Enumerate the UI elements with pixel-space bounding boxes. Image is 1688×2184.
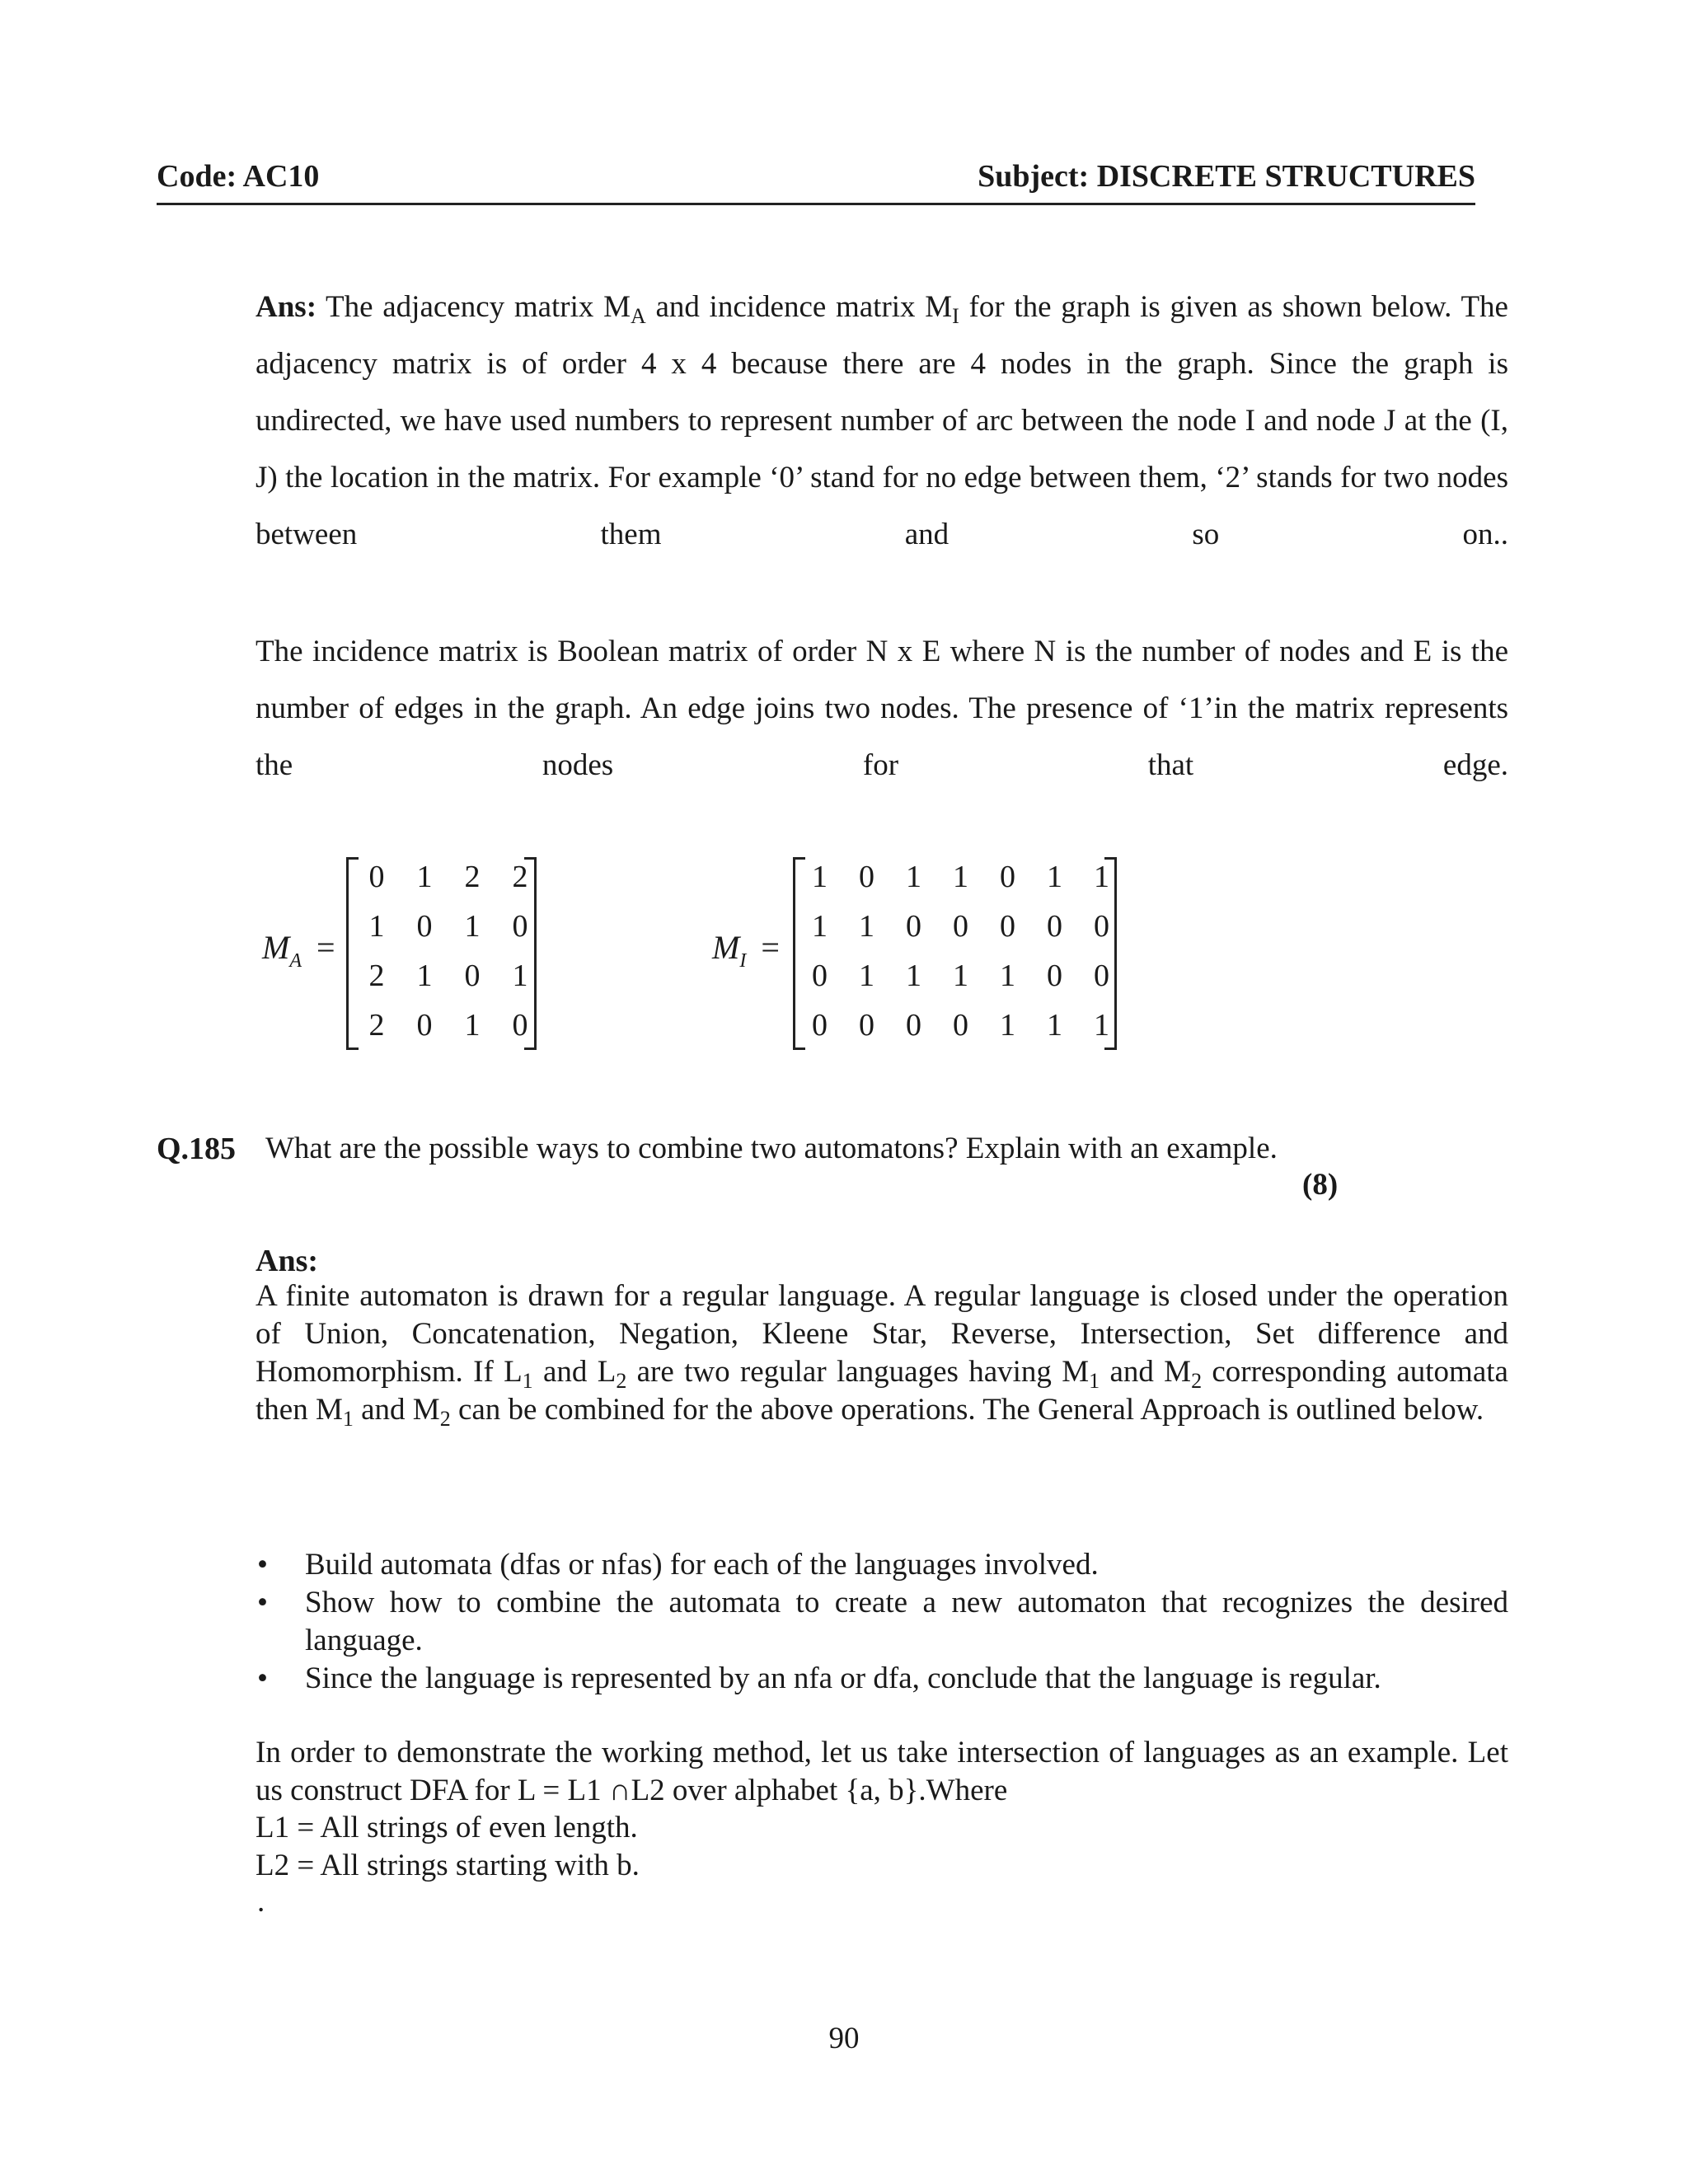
matrix-cell: 0 bbox=[906, 909, 921, 944]
matrix-cell: 0 bbox=[1094, 958, 1109, 993]
matrix-cell: 0 bbox=[368, 860, 385, 894]
matrix-cell: 0 bbox=[512, 1008, 528, 1043]
ans1-label: Ans: bbox=[256, 290, 317, 324]
l1-definition: L1 = All strings of even length. bbox=[256, 1811, 638, 1844]
matrix-cell: 1 bbox=[859, 958, 874, 993]
matrix-cell: 0 bbox=[859, 860, 874, 894]
matrix-cell: 0 bbox=[1047, 958, 1062, 993]
matrix-cell: 0 bbox=[512, 909, 528, 944]
ans1-paragraph-2: The incidence matrix is Boolean matrix of order N x E where N is the number of nodes and E is the number of edges in the graph. An edge joins two nodes. The presence of ‘1’in the matrix represents the nodes for that edge. bbox=[256, 635, 1508, 782]
trailing-dot: . bbox=[257, 1885, 265, 1919]
matrix-cell: 0 bbox=[1000, 860, 1015, 894]
matrix-a bbox=[353, 859, 544, 1057]
matrix-cell: 1 bbox=[368, 909, 385, 944]
matrix-i bbox=[796, 859, 1125, 1057]
ans1-text-b: and incidence matrix M bbox=[645, 290, 953, 324]
matrix-cell: 1 bbox=[859, 909, 874, 944]
ans1-sub-b: I bbox=[952, 304, 959, 328]
matrix-cell: 1 bbox=[812, 909, 828, 944]
matrix-cell: 0 bbox=[1047, 909, 1062, 944]
matrix-cell: 1 bbox=[1094, 1008, 1109, 1043]
ans1-paragraph bbox=[256, 279, 1508, 563]
matrix-cell: 1 bbox=[416, 860, 433, 894]
question-marks: (8) bbox=[1302, 1168, 1339, 1202]
matrix-cell: 0 bbox=[416, 909, 433, 944]
matrix-cell: 2 bbox=[512, 860, 528, 894]
ans2-paragraph-2: In order to demonstrate the working method, let us take intersection of languages as an example. Let us construct DFA for L = L1 ∩L2 over alphabet {a, b}.Where bbox=[256, 1736, 1508, 1807]
matrix-cell: 2 bbox=[368, 958, 385, 993]
matrix-cell: 2 bbox=[368, 1008, 385, 1043]
bullet-item: • Show how to combine the automata to create a new automaton that recognizes the desired language. bbox=[257, 1586, 1508, 1657]
l2-definition: L2 = All strings starting with b. bbox=[256, 1849, 640, 1882]
matrix-cell: 1 bbox=[1000, 1008, 1015, 1043]
matrix-a-label: $M_A$ = bbox=[262, 929, 335, 972]
bullet-item: • Build automata (dfas or nfas) for each of the languages involved. bbox=[257, 1548, 1099, 1582]
matrix-cell: 1 bbox=[416, 958, 433, 993]
ans1-text-a: The adjacency matrix M bbox=[326, 290, 631, 324]
ans1-text-c: for the graph is given as shown below. bbox=[959, 290, 1452, 324]
header-subject: Subject: DISCRETE STRUCTURES bbox=[978, 159, 1475, 194]
matrix-cell: 1 bbox=[1094, 860, 1109, 894]
matrix-a-right-bracket bbox=[524, 857, 537, 1050]
bullet-item: • Since the language is represented by an nfa or dfa, conclude that the language is regular. bbox=[257, 1661, 1381, 1695]
matrix-cell: 0 bbox=[859, 1008, 874, 1043]
matrix-cell: 0 bbox=[953, 909, 968, 944]
page-number: 90 bbox=[828, 2022, 860, 2055]
ans1-text-rest: The adjacency matrix is of order 4 x 4 because there are 4 nodes in the graph. Since the graph is undirected, we have used numbers to represent number of arc between the node I and node J at the (I, J) the location in the matrix. For example ‘0’ stand for no edge between them, ‘2’ stands for two nodes between them and so on.. bbox=[256, 290, 1508, 551]
matrix-cell: 1 bbox=[812, 860, 828, 894]
matrix-cell: 1 bbox=[1047, 860, 1062, 894]
matrix-cell: 1 bbox=[953, 860, 968, 894]
matrix-cell: 0 bbox=[1000, 909, 1015, 944]
matrix-cell: 0 bbox=[812, 1008, 828, 1043]
header-rule bbox=[157, 203, 1475, 205]
question-number: Q.185 bbox=[157, 1132, 237, 1166]
header-code: Code: AC10 bbox=[157, 159, 320, 194]
matrix-cell: 0 bbox=[906, 1008, 921, 1043]
matrix-cell: 2 bbox=[464, 860, 481, 894]
matrix-cell: 1 bbox=[1047, 1008, 1062, 1043]
matrix-cell: 1 bbox=[512, 958, 528, 993]
ans1-sub-a: A bbox=[630, 304, 646, 328]
matrix-i-label: $M_I$ = bbox=[712, 929, 780, 972]
approach-bullet-list bbox=[256, 1546, 1508, 1698]
matrix-cell: 1 bbox=[464, 909, 481, 944]
matrix-cell: 1 bbox=[1000, 958, 1015, 993]
matrix-cell: 1 bbox=[906, 860, 921, 894]
ans2-label: Ans: bbox=[256, 1244, 319, 1278]
matrix-cell: 0 bbox=[416, 1008, 433, 1043]
matrix-cell: 1 bbox=[464, 1008, 481, 1043]
matrix-cell: 0 bbox=[953, 1008, 968, 1043]
matrix-cell: 0 bbox=[1094, 909, 1109, 944]
ans2-paragraph: A finite automaton is drawn for a regular language. A regular language is closed under the operation of Union, Concatenation, Negation, Kleene Star, Reverse, Intersection, Set difference and Homomorphism. If $L_1$ and $L_2$ are two regular languages having $M_1$ and $M_2$ corresponding automata then $M_1$ and $M_2$ can be combined for the above operations. The General Approach is outlined below. bbox=[256, 1279, 1508, 1431]
question-text: What are the possible ways to combine two automatons? Explain with an example. bbox=[265, 1132, 1278, 1165]
matrix-cell: 0 bbox=[464, 958, 481, 993]
matrix-i-right-bracket bbox=[1104, 857, 1117, 1050]
matrix-cell: 0 bbox=[812, 958, 828, 993]
matrix-cell: 1 bbox=[953, 958, 968, 993]
matrix-cell: 1 bbox=[906, 958, 921, 993]
